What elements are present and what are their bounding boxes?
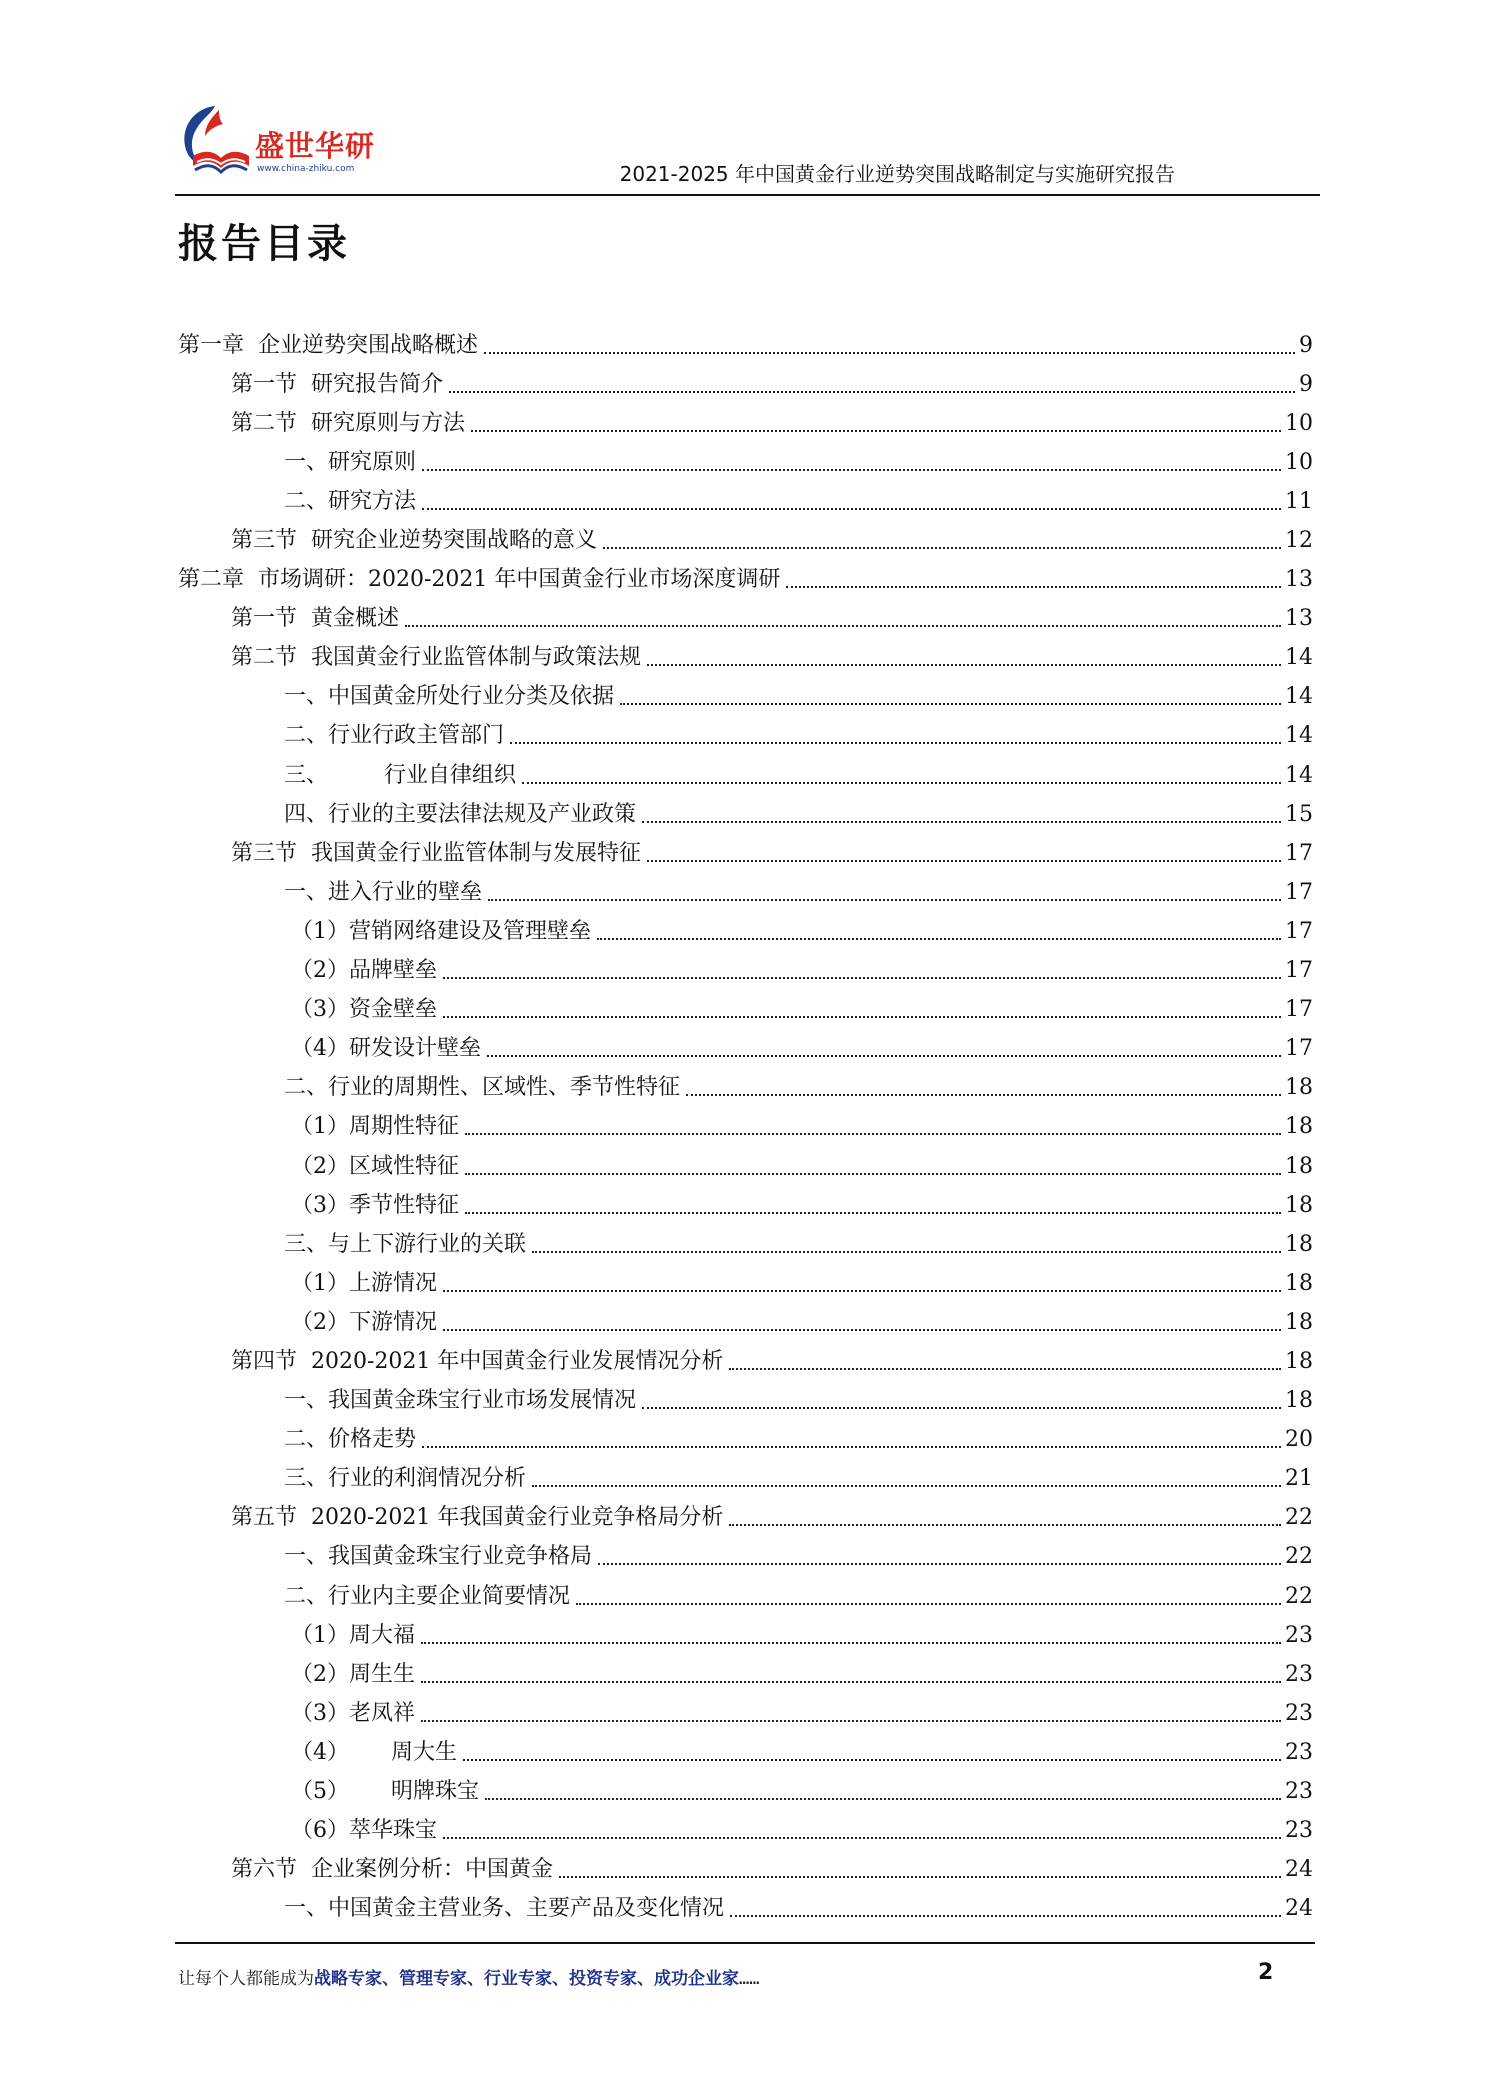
toc-entry-page: 18 — [1285, 1114, 1313, 1140]
toc-dot-leader — [465, 1133, 1281, 1135]
toc-entry[interactable] — [178, 1382, 1313, 1421]
toc-entry-title: 二、行业行政主管部门 — [284, 725, 508, 747]
toc-entry[interactable] — [178, 717, 1313, 756]
toc-entry-title: 二、行业的周期性、区域性、季节性特征 — [284, 1077, 684, 1099]
toc-entry[interactable] — [178, 1342, 1313, 1381]
toc-dot-leader — [484, 352, 1295, 354]
toc-dot-leader — [421, 1642, 1281, 1644]
toc-entry-title: 一、研究原则 — [284, 452, 420, 474]
toc-entry-title: （3）资金壁垒 — [291, 999, 441, 1021]
toc-entry[interactable] — [178, 365, 1313, 404]
toc-entry-title: 第三节 我国黄金行业监管体制与发展特征 — [231, 843, 645, 865]
header-divider — [175, 194, 1320, 196]
toc-entry[interactable] — [178, 1147, 1313, 1186]
toc-dot-leader — [603, 547, 1281, 549]
toc-entry-page: 15 — [1285, 801, 1313, 827]
toc-dot-leader — [485, 1798, 1281, 1800]
toc-dot-leader — [422, 508, 1281, 510]
toc-entry-page: 22 — [1285, 1505, 1313, 1531]
toc-entry-page: 12 — [1285, 528, 1313, 554]
toc-entry-page: 22 — [1285, 1583, 1313, 1609]
toc-dot-leader — [559, 1876, 1281, 1878]
toc-entry[interactable] — [178, 1499, 1313, 1538]
toc-entry-title: 一、中国黄金所处行业分类及依据 — [284, 686, 618, 708]
toc-dot-leader — [405, 625, 1281, 627]
toc-entry-page: 23 — [1285, 1661, 1313, 1687]
toc-dot-leader — [597, 938, 1281, 940]
footer-slogan — [178, 1964, 759, 1989]
toc-dot-leader — [463, 1759, 1281, 1761]
toc-entry[interactable] — [178, 1264, 1313, 1303]
toc-entry[interactable] — [178, 795, 1313, 834]
toc-dot-leader — [686, 1094, 1281, 1096]
toc-entry-title: 第六节 企业案例分析：中国黄金 — [231, 1859, 557, 1881]
toc-entry-title: 第二章 市场调研：2020-2021 年中国黄金行业市场深度调研 — [178, 569, 784, 591]
page-title: 报告目录 — [178, 221, 350, 267]
toc-dot-leader — [730, 1915, 1281, 1917]
toc-entry-title: 三、行业的利润情况分析 — [284, 1468, 530, 1490]
toc-entry[interactable] — [178, 443, 1313, 482]
toc-entry[interactable] — [178, 1069, 1313, 1108]
toc-entry[interactable] — [178, 678, 1313, 717]
toc-entry-title: 第一章 企业逆势突围战略概述 — [178, 335, 482, 357]
toc-entry-page: 17 — [1285, 1036, 1313, 1062]
brand-logo — [175, 100, 405, 185]
toc-entry-page: 17 — [1285, 879, 1313, 905]
toc-entry-title: （4）研发设计壁垒 — [291, 1038, 485, 1060]
toc-entry-page: 14 — [1285, 762, 1313, 788]
toc-entry-title: 第二节 研究原则与方法 — [231, 413, 469, 435]
toc-entry-title: 一、进入行业的壁垒 — [284, 882, 486, 904]
toc-entry[interactable] — [178, 482, 1313, 521]
toc-entry-title: 第一节 研究报告简介 — [231, 374, 447, 396]
toc-entry[interactable] — [178, 521, 1313, 560]
toc-dot-leader — [576, 1603, 1281, 1605]
toc-entry[interactable] — [178, 1851, 1313, 1890]
toc-entry-page: 18 — [1285, 1309, 1313, 1335]
toc-entry[interactable] — [178, 1694, 1313, 1733]
toc-entry-page: 14 — [1285, 645, 1313, 671]
toc-entry-title: 四、行业的主要法律法规及产业政策 — [284, 804, 640, 826]
toc-entry-page: 20 — [1285, 1427, 1313, 1453]
toc-entry[interactable] — [178, 1812, 1313, 1851]
toc-dot-leader — [510, 742, 1281, 744]
toc-entry[interactable] — [178, 1890, 1313, 1929]
toc-entry-page: 18 — [1285, 1270, 1313, 1296]
toc-entry-title: （1）上游情况 — [291, 1273, 441, 1295]
toc-entry-page: 17 — [1285, 840, 1313, 866]
toc-entry-title: 三、 行业自律组织 — [284, 765, 520, 787]
toc-entry-page: 14 — [1285, 684, 1313, 710]
toc-entry-page: 18 — [1285, 1153, 1313, 1179]
toc-entry[interactable] — [178, 1460, 1313, 1499]
toc-entry-title: 第二节 我国黄金行业监管体制与政策法规 — [231, 647, 645, 669]
toc-entry[interactable] — [178, 991, 1313, 1030]
toc-dot-leader — [522, 782, 1281, 784]
toc-dot-leader — [620, 703, 1281, 705]
toc-dot-leader — [471, 430, 1281, 432]
toc-entry-title: 二、价格走势 — [284, 1429, 420, 1451]
toc-dot-leader — [443, 977, 1281, 979]
toc-entry[interactable] — [178, 600, 1313, 639]
toc-dot-leader — [488, 899, 1281, 901]
toc-entry-title: （2）区域性特征 — [291, 1156, 463, 1178]
toc-entry[interactable] — [178, 1577, 1313, 1616]
toc-dot-leader — [421, 1681, 1281, 1683]
toc-dot-leader — [647, 664, 1281, 666]
footer-slogan-prefix: 让每个人都能成为 — [178, 1969, 314, 1989]
toc-dot-leader — [532, 1485, 1281, 1487]
toc-entry-title: 三、与上下游行业的关联 — [284, 1234, 530, 1256]
toc-dot-leader — [449, 391, 1295, 393]
brand-name: 盛世华研 — [255, 129, 376, 163]
toc-entry-title: 二、行业内主要企业简要情况 — [284, 1586, 574, 1608]
toc-entry[interactable] — [178, 639, 1313, 678]
toc-entry-title: 第五节 2020-2021 年我国黄金行业竞争格局分析 — [231, 1507, 727, 1529]
toc-entry-title: 一、我国黄金珠宝行业市场发展情况 — [284, 1390, 640, 1412]
footer-slogan-highlight: 战略专家、管理专家、行业专家、投资专家、成功企业家 — [314, 1969, 739, 1989]
report-title: 2021-2025 年中国黄金行业逆势突围战略制定与实施研究报告 — [619, 162, 1175, 186]
toc-entry-page: 24 — [1285, 1896, 1313, 1922]
toc-entry-title: （2）下游情况 — [291, 1312, 441, 1334]
toc-dot-leader — [786, 586, 1281, 588]
toc-entry[interactable] — [178, 1421, 1313, 1460]
toc-entry-page: 23 — [1285, 1700, 1313, 1726]
toc-entry-page: 18 — [1285, 1231, 1313, 1257]
toc-entry-page: 23 — [1285, 1622, 1313, 1648]
toc-entry-page: 24 — [1285, 1857, 1313, 1883]
toc-entry[interactable] — [178, 1538, 1313, 1577]
toc-entry-title: （5） 明牌珠宝 — [291, 1781, 483, 1803]
toc-entry-page: 23 — [1285, 1739, 1313, 1765]
toc-dot-leader — [422, 1446, 1281, 1448]
toc-entry-page: 9 — [1299, 332, 1313, 358]
toc-dot-leader — [729, 1368, 1281, 1370]
toc-entry-title: （3）季节性特征 — [291, 1195, 463, 1217]
footer-slogan-suffix: …… — [739, 1969, 760, 1989]
toc-entry-title: （1）周大福 — [291, 1625, 419, 1647]
book-logo-icon — [175, 100, 255, 180]
toc-entry-title: （2）周生生 — [291, 1664, 419, 1686]
toc-entry-page: 17 — [1285, 958, 1313, 984]
toc-entry-page: 18 — [1285, 1192, 1313, 1218]
toc-entry[interactable] — [178, 952, 1313, 991]
toc-dot-leader — [598, 1563, 1281, 1565]
toc-entry[interactable] — [178, 873, 1313, 912]
toc-entry[interactable] — [178, 1772, 1313, 1811]
toc-entry-page: 23 — [1285, 1779, 1313, 1805]
toc-entry-page: 23 — [1285, 1818, 1313, 1844]
toc-dot-leader — [532, 1251, 1281, 1253]
toc-entry-title: （1）营销网络建设及管理壁垒 — [291, 921, 595, 943]
toc-entry[interactable] — [178, 326, 1313, 365]
toc-entry-page: 11 — [1285, 488, 1313, 514]
toc-dot-leader — [443, 1329, 1281, 1331]
toc-entry-title: （3）老凤祥 — [291, 1703, 419, 1725]
toc-entry-page: 13 — [1285, 606, 1313, 632]
toc-dot-leader — [465, 1173, 1281, 1175]
toc-entry-page: 18 — [1285, 1388, 1313, 1414]
toc-entry-page: 18 — [1285, 1348, 1313, 1374]
toc-entry-title: （2）品牌壁垒 — [291, 960, 441, 982]
toc-entry-page: 17 — [1285, 918, 1313, 944]
toc-entry[interactable] — [178, 1186, 1313, 1225]
toc-dot-leader — [443, 1016, 1281, 1018]
toc-entry[interactable] — [178, 1108, 1313, 1147]
toc-entry-page: 9 — [1299, 371, 1313, 397]
toc-entry[interactable] — [178, 404, 1313, 443]
toc-entry-page: 22 — [1285, 1544, 1313, 1570]
toc-dot-leader — [465, 1212, 1281, 1214]
toc-dot-leader — [443, 1290, 1281, 1292]
toc-entry-title: 第四节 2020-2021 年中国黄金行业发展情况分析 — [231, 1351, 727, 1373]
toc-entry-page: 14 — [1285, 723, 1313, 749]
toc-entry-page: 10 — [1285, 410, 1313, 436]
toc-entry-title: 第一节 黄金概述 — [231, 608, 403, 630]
toc-dot-leader — [729, 1524, 1281, 1526]
toc-entry[interactable] — [178, 912, 1313, 951]
toc-entry-title: 一、我国黄金珠宝行业竞争格局 — [284, 1546, 596, 1568]
brand-url: www.china-zhiku.com — [257, 164, 355, 174]
toc-entry-page: 21 — [1285, 1466, 1313, 1492]
toc-entry-title: （1）周期性特征 — [291, 1116, 463, 1138]
toc-entry[interactable] — [178, 1030, 1313, 1069]
toc-dot-leader — [642, 1407, 1281, 1409]
table-of-contents — [178, 326, 1313, 1929]
toc-dot-leader — [647, 860, 1281, 862]
toc-entry[interactable] — [178, 1616, 1313, 1655]
toc-entry-page: 13 — [1285, 567, 1313, 593]
footer-divider — [175, 1942, 1315, 1944]
toc-entry-title: 第三节 研究企业逆势突围战略的意义 — [231, 530, 601, 552]
toc-entry[interactable] — [178, 1225, 1313, 1264]
page-number: 2 — [1258, 1960, 1274, 1985]
toc-dot-leader — [642, 821, 1281, 823]
toc-entry[interactable] — [178, 834, 1313, 873]
toc-dot-leader — [421, 1720, 1281, 1722]
toc-entry-page: 17 — [1285, 997, 1313, 1023]
toc-dot-leader — [487, 1055, 1281, 1057]
toc-entry-page: 10 — [1285, 449, 1313, 475]
toc-entry-title: （4） 周大生 — [291, 1742, 461, 1764]
toc-entry-title: （6）萃华珠宝 — [291, 1820, 441, 1842]
toc-entry[interactable] — [178, 756, 1313, 795]
toc-entry[interactable] — [178, 561, 1313, 600]
toc-entry[interactable] — [178, 1733, 1313, 1772]
toc-entry-title: 二、研究方法 — [284, 491, 420, 513]
toc-entry[interactable] — [178, 1655, 1313, 1694]
toc-entry-title: 一、中国黄金主营业务、主要产品及变化情况 — [284, 1898, 728, 1920]
toc-entry-page: 18 — [1285, 1075, 1313, 1101]
toc-entry[interactable] — [178, 1303, 1313, 1342]
toc-dot-leader — [422, 469, 1281, 471]
toc-dot-leader — [443, 1837, 1281, 1839]
